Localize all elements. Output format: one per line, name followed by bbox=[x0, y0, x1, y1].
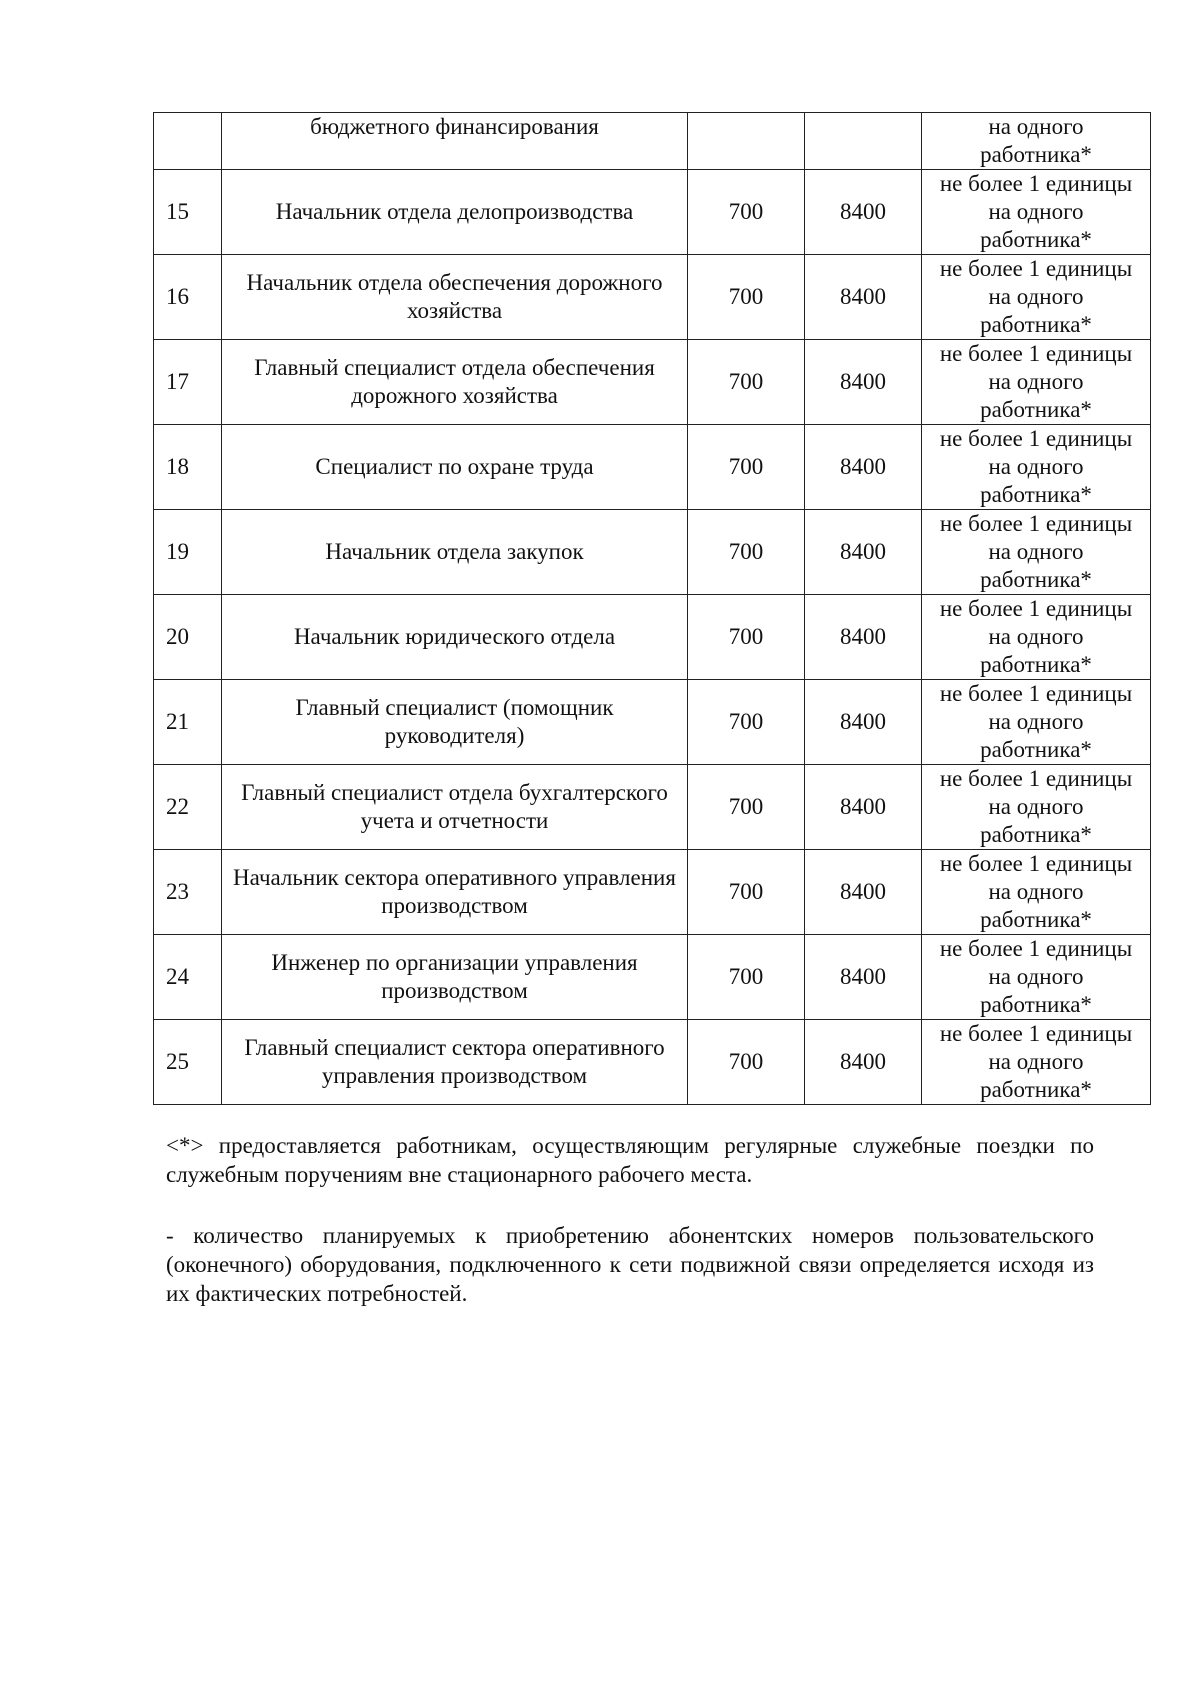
remark-text: - количество планируемых к приобретению абонентских номеров пользовательского (оконечного) оборудования, подключенного к сети подвижной связи определяется исходя из их фактических потребностей. bbox=[166, 1223, 1094, 1306]
row-number-cell: 17 bbox=[154, 340, 222, 425]
table-row bbox=[154, 1020, 1151, 1105]
position-name-cell: Начальник отдела обеспечения дорожного хозяйства bbox=[222, 255, 688, 340]
quantity-line: не более 1 единицы bbox=[939, 681, 1133, 706]
table-row bbox=[154, 935, 1151, 1020]
monthly-price-cell: 700 bbox=[688, 1020, 805, 1105]
table-row-continued bbox=[154, 113, 1151, 170]
quantity-line: не более 1 единицы bbox=[939, 596, 1133, 621]
quantity-cell bbox=[922, 765, 1151, 850]
annual-cost-cell: 8400 bbox=[805, 425, 922, 510]
table-row bbox=[154, 425, 1151, 510]
position-name-cell: Начальник отдела делопроизводства bbox=[222, 170, 688, 255]
quantity-line: работника* bbox=[980, 992, 1092, 1017]
quantity-line: на одного bbox=[988, 1049, 1084, 1074]
table-row bbox=[154, 255, 1151, 340]
quantity-line: на одного bbox=[988, 879, 1084, 904]
quantity-line: на одного bbox=[988, 539, 1084, 564]
quantity-line: на одного bbox=[988, 454, 1084, 479]
monthly-price-cell: 700 bbox=[688, 850, 805, 935]
quantity-line: работника* bbox=[980, 652, 1092, 677]
monthly-price-cell: 700 bbox=[688, 935, 805, 1020]
monthly-price-cell: 700 bbox=[688, 765, 805, 850]
quantity-cell bbox=[922, 510, 1151, 595]
position-name-cell: Начальник отдела закупок bbox=[222, 510, 688, 595]
annual-cost-cell: 8400 bbox=[805, 170, 922, 255]
quantity-line: на одного bbox=[988, 114, 1084, 139]
quantity-line: на одного bbox=[988, 794, 1084, 819]
quantity-cell bbox=[922, 255, 1151, 340]
quantity-line: работника* bbox=[980, 1077, 1092, 1102]
quantity-line: на одного bbox=[988, 964, 1084, 989]
monthly-price-cell: 700 bbox=[688, 255, 805, 340]
quantity-cell bbox=[922, 170, 1151, 255]
quantity-line: не более 1 единицы bbox=[939, 426, 1133, 451]
position-name-cell: Главный специалист сектора оперативного управления производством bbox=[222, 1020, 688, 1105]
annual-cost-cell bbox=[805, 113, 922, 170]
table-row bbox=[154, 595, 1151, 680]
row-number-cell: 16 bbox=[154, 255, 222, 340]
table-row bbox=[154, 340, 1151, 425]
monthly-price-cell: 700 bbox=[688, 425, 805, 510]
quantity-line: не более 1 единицы bbox=[939, 341, 1133, 366]
annual-cost-cell: 8400 bbox=[805, 255, 922, 340]
annual-cost-cell: 8400 bbox=[805, 340, 922, 425]
quantity-line: не более 1 единицы bbox=[939, 936, 1133, 961]
monthly-price-cell: 700 bbox=[688, 340, 805, 425]
annual-cost-cell: 8400 bbox=[805, 510, 922, 595]
norms-table bbox=[153, 112, 1151, 1105]
row-number-cell: 19 bbox=[154, 510, 222, 595]
quantity-line: работника* bbox=[980, 482, 1092, 507]
annual-cost-cell: 8400 bbox=[805, 680, 922, 765]
table-body bbox=[154, 113, 1151, 1105]
quantity-cell bbox=[922, 850, 1151, 935]
row-number-cell: 18 bbox=[154, 425, 222, 510]
quantity-line: на одного bbox=[988, 369, 1084, 394]
quantity-line: работника* bbox=[980, 312, 1092, 337]
row-number-cell: 23 bbox=[154, 850, 222, 935]
quantity-cell bbox=[922, 1020, 1151, 1105]
table-row bbox=[154, 765, 1151, 850]
row-number-cell: 20 bbox=[154, 595, 222, 680]
table-row bbox=[154, 170, 1151, 255]
quantity-line: работника* bbox=[980, 737, 1092, 762]
row-number-cell: 15 bbox=[154, 170, 222, 255]
quantity-cell bbox=[922, 425, 1151, 510]
annual-cost-cell: 8400 bbox=[805, 935, 922, 1020]
footnote-text: <*> предоставляется работникам, осуществляющим регулярные служебные поездки по служебным поручениям вне стационарного рабочего места. bbox=[166, 1133, 1094, 1187]
position-name-cell: Инженер по организации управления производством bbox=[222, 935, 688, 1020]
position-name-cell: Главный специалист отдела бухгалтерского учета и отчетности bbox=[222, 765, 688, 850]
table-row bbox=[154, 510, 1151, 595]
monthly-price-cell bbox=[688, 113, 805, 170]
annual-cost-cell: 8400 bbox=[805, 765, 922, 850]
table-row bbox=[154, 680, 1151, 765]
quantity-line: работника* bbox=[980, 142, 1092, 167]
quantity-line: работника* bbox=[980, 907, 1092, 932]
quantity-line: работника* bbox=[980, 397, 1092, 422]
position-name-cell: Главный специалист (помощник руководителя) bbox=[222, 680, 688, 765]
annual-cost-cell: 8400 bbox=[805, 850, 922, 935]
monthly-price-cell: 700 bbox=[688, 680, 805, 765]
row-number-cell: 22 bbox=[154, 765, 222, 850]
position-name-cell: бюджетного финансирования bbox=[222, 113, 688, 170]
quantity-line: работника* bbox=[980, 567, 1092, 592]
position-name-cell: Начальник сектора оперативного управления производством bbox=[222, 850, 688, 935]
quantity-line: работника* bbox=[980, 822, 1092, 847]
monthly-price-cell: 700 bbox=[688, 510, 805, 595]
table-row bbox=[154, 850, 1151, 935]
quantity-line: не более 1 единицы bbox=[939, 851, 1133, 876]
quantity-line: не более 1 единицы bbox=[939, 171, 1133, 196]
quantity-cell bbox=[922, 113, 1151, 170]
position-name-cell: Специалист по охране труда bbox=[222, 425, 688, 510]
quantity-line: на одного bbox=[988, 624, 1084, 649]
row-number-cell: 21 bbox=[154, 680, 222, 765]
quantity-line: не более 1 единицы bbox=[939, 511, 1133, 536]
monthly-price-cell: 700 bbox=[688, 170, 805, 255]
quantity-line: на одного bbox=[988, 709, 1084, 734]
quantity-cell bbox=[922, 340, 1151, 425]
quantity-line: на одного bbox=[988, 199, 1084, 224]
quantity-line: на одного bbox=[988, 284, 1084, 309]
row-number-cell: 24 bbox=[154, 935, 222, 1020]
quantity-line: не более 1 единицы bbox=[939, 766, 1133, 791]
monthly-price-cell: 700 bbox=[688, 595, 805, 680]
quantity-cell bbox=[922, 935, 1151, 1020]
row-number-cell: 25 bbox=[154, 1020, 222, 1105]
position-name-cell: Главный специалист отдела обеспечения дорожного хозяйства bbox=[222, 340, 688, 425]
quantity-line: не более 1 единицы bbox=[939, 256, 1133, 281]
annual-cost-cell: 8400 bbox=[805, 595, 922, 680]
position-name-cell: Начальник юридического отдела bbox=[222, 595, 688, 680]
quantity-line: не более 1 единицы bbox=[939, 1021, 1133, 1046]
quantity-line: работника* bbox=[980, 227, 1092, 252]
quantity-cell bbox=[922, 595, 1151, 680]
annual-cost-cell: 8400 bbox=[805, 1020, 922, 1105]
row-number-cell bbox=[154, 113, 222, 170]
quantity-cell bbox=[922, 680, 1151, 765]
